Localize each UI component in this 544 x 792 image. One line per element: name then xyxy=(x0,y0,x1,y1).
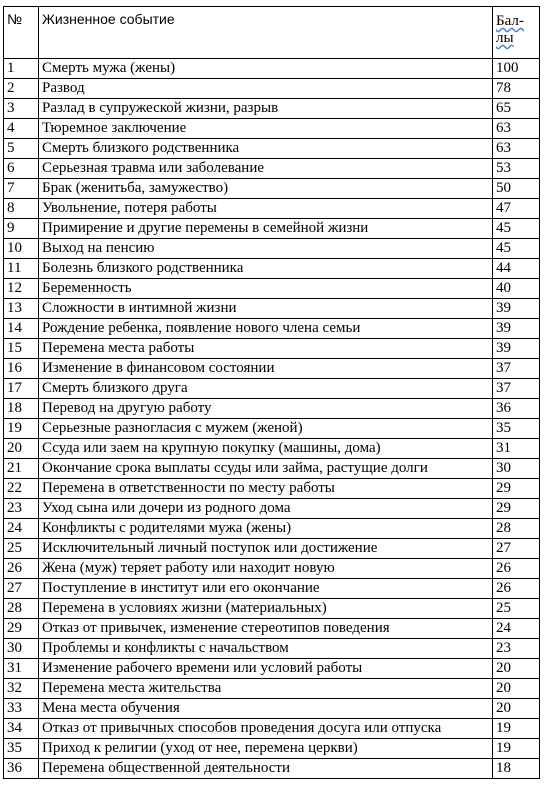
table-row xyxy=(4,179,540,199)
row-score: 25 xyxy=(493,599,540,619)
life-events-table xyxy=(3,6,540,779)
row-event: Смерть близкого друга xyxy=(39,379,493,399)
row-event: Изменение в финансовом состоянии xyxy=(39,359,493,379)
row-event: Сложности в интимной жизни xyxy=(39,299,493,319)
row-event: Приход к религии (уход от нее, перемена церкви) xyxy=(39,739,493,759)
row-score: 53 xyxy=(493,159,540,179)
header-score-line2: лы xyxy=(496,30,514,46)
row-event: Отказ от привычек, изменение стереотипов поведения xyxy=(39,619,493,639)
row-event: Рождение ребенка, появление нового члена семьи xyxy=(39,319,493,339)
row-event: Выход на пенсию xyxy=(39,239,493,259)
row-number: 6 xyxy=(4,159,39,179)
row-event: Окончание срока выплаты ссуды или займа, растущие долги xyxy=(39,459,493,479)
row-number: 7 xyxy=(4,179,39,199)
table-row xyxy=(4,119,540,139)
table-row xyxy=(4,79,540,99)
row-event: Жена (муж) теряет работу или находит новую xyxy=(39,559,493,579)
row-number: 10 xyxy=(4,239,39,259)
row-number: 26 xyxy=(4,559,39,579)
row-event: Поступление в институт или его окончание xyxy=(39,579,493,599)
row-score: 19 xyxy=(493,739,540,759)
row-event: Беременность xyxy=(39,279,493,299)
row-event: Изменение рабочего времени или условий работы xyxy=(39,659,493,679)
row-event: Разлад в супружеской жизни, разрыв xyxy=(39,99,493,119)
row-score: 39 xyxy=(493,299,540,319)
row-score: 18 xyxy=(493,759,540,779)
table-row xyxy=(4,199,540,219)
table-row xyxy=(4,339,540,359)
table-row xyxy=(4,579,540,599)
row-score: 29 xyxy=(493,479,540,499)
row-event: Перемена в условиях жизни (материальных) xyxy=(39,599,493,619)
row-score: 37 xyxy=(493,359,540,379)
table-row xyxy=(4,619,540,639)
table-row xyxy=(4,679,540,699)
table-row xyxy=(4,399,540,419)
row-score: 23 xyxy=(493,639,540,659)
row-event: Перемена в ответственности по месту работы xyxy=(39,479,493,499)
row-score: 24 xyxy=(493,619,540,639)
row-score: 63 xyxy=(493,139,540,159)
row-event: Смерть мужа (жены) xyxy=(39,59,493,79)
table-row xyxy=(4,299,540,319)
table-row xyxy=(4,279,540,299)
table-row xyxy=(4,479,540,499)
row-number: 19 xyxy=(4,419,39,439)
row-event: Перевод на другую работу xyxy=(39,399,493,419)
table-row xyxy=(4,99,540,119)
row-score: 47 xyxy=(493,199,540,219)
row-event: Развод xyxy=(39,79,493,99)
row-number: 31 xyxy=(4,659,39,679)
row-number: 24 xyxy=(4,519,39,539)
row-score: 19 xyxy=(493,719,540,739)
row-score: 36 xyxy=(493,399,540,419)
row-score: 100 xyxy=(493,59,540,79)
table-row xyxy=(4,499,540,519)
table-row xyxy=(4,159,540,179)
row-score: 37 xyxy=(493,379,540,399)
row-event: Ссуда или заем на крупную покупку (машины, дома) xyxy=(39,439,493,459)
table-row xyxy=(4,419,540,439)
row-event: Смерть близкого родственника xyxy=(39,139,493,159)
row-score: 30 xyxy=(493,459,540,479)
row-number: 1 xyxy=(4,59,39,79)
header-score-line1: Бал- xyxy=(496,13,524,29)
table-row xyxy=(4,139,540,159)
row-number: 4 xyxy=(4,119,39,139)
row-number: 36 xyxy=(4,759,39,779)
row-number: 27 xyxy=(4,579,39,599)
row-score: 26 xyxy=(493,559,540,579)
row-number: 28 xyxy=(4,599,39,619)
row-score: 20 xyxy=(493,679,540,699)
table-row xyxy=(4,379,540,399)
row-score: 26 xyxy=(493,579,540,599)
row-number: 33 xyxy=(4,699,39,719)
row-event: Увольнение, потеря работы xyxy=(39,199,493,219)
row-number: 11 xyxy=(4,259,39,279)
table-row xyxy=(4,599,540,619)
row-number: 21 xyxy=(4,459,39,479)
table-row xyxy=(4,539,540,559)
table-row xyxy=(4,519,540,539)
row-number: 12 xyxy=(4,279,39,299)
header-number: № xyxy=(4,7,39,59)
row-number: 5 xyxy=(4,139,39,159)
table-row xyxy=(4,699,540,719)
table-row xyxy=(4,439,540,459)
row-score: 31 xyxy=(493,439,540,459)
table-row xyxy=(4,219,540,239)
row-event: Брак (женитьба, замужество) xyxy=(39,179,493,199)
row-number: 2 xyxy=(4,79,39,99)
table-row xyxy=(4,459,540,479)
row-number: 15 xyxy=(4,339,39,359)
table-row xyxy=(4,719,540,739)
row-score: 20 xyxy=(493,699,540,719)
row-number: 30 xyxy=(4,639,39,659)
row-score: 45 xyxy=(493,219,540,239)
row-event: Перемена общественной деятельности xyxy=(39,759,493,779)
table-row xyxy=(4,739,540,759)
row-score: 20 xyxy=(493,659,540,679)
table-row xyxy=(4,359,540,379)
table-row xyxy=(4,559,540,579)
row-number: 34 xyxy=(4,719,39,739)
row-score: 65 xyxy=(493,99,540,119)
row-number: 3 xyxy=(4,99,39,119)
table-row xyxy=(4,59,540,79)
row-score: 50 xyxy=(493,179,540,199)
row-event: Исключительный личный поступок или достижение xyxy=(39,539,493,559)
row-number: 17 xyxy=(4,379,39,399)
row-score: 39 xyxy=(493,319,540,339)
row-event: Примирение и другие перемены в семейной жизни xyxy=(39,219,493,239)
row-number: 35 xyxy=(4,739,39,759)
table-row xyxy=(4,319,540,339)
header-event: Жизненное событие xyxy=(39,7,493,59)
row-event: Отказ от привычных способов проведения досуга или отпуска xyxy=(39,719,493,739)
row-score: 44 xyxy=(493,259,540,279)
row-number: 8 xyxy=(4,199,39,219)
row-score: 63 xyxy=(493,119,540,139)
table-row xyxy=(4,639,540,659)
row-event: Перемена места жительства xyxy=(39,679,493,699)
row-event: Проблемы и конфликты с начальством xyxy=(39,639,493,659)
row-event: Болезнь близкого родственника xyxy=(39,259,493,279)
row-number: 22 xyxy=(4,479,39,499)
row-event: Мена места обучения xyxy=(39,699,493,719)
table-row xyxy=(4,259,540,279)
table-row xyxy=(4,659,540,679)
row-score: 28 xyxy=(493,519,540,539)
row-score: 29 xyxy=(493,499,540,519)
row-number: 23 xyxy=(4,499,39,519)
row-number: 9 xyxy=(4,219,39,239)
row-number: 14 xyxy=(4,319,39,339)
row-score: 45 xyxy=(493,239,540,259)
row-event: Конфликты с родителями мужа (жены) xyxy=(39,519,493,539)
row-number: 20 xyxy=(4,439,39,459)
row-number: 29 xyxy=(4,619,39,639)
row-number: 13 xyxy=(4,299,39,319)
table-header-row xyxy=(4,7,540,59)
table-row xyxy=(4,759,540,779)
row-event: Перемена места работы xyxy=(39,339,493,359)
row-number: 32 xyxy=(4,679,39,699)
row-number: 25 xyxy=(4,539,39,559)
header-score xyxy=(493,7,540,59)
row-event: Серьезные разногласия с мужем (женой) xyxy=(39,419,493,439)
row-score: 40 xyxy=(493,279,540,299)
row-score: 78 xyxy=(493,79,540,99)
row-event: Тюремное заключение xyxy=(39,119,493,139)
row-score: 27 xyxy=(493,539,540,559)
row-score: 35 xyxy=(493,419,540,439)
row-event: Серьезная травма или заболевание xyxy=(39,159,493,179)
row-number: 18 xyxy=(4,399,39,419)
row-event: Уход сына или дочери из родного дома xyxy=(39,499,493,519)
table-row xyxy=(4,239,540,259)
row-score: 39 xyxy=(493,339,540,359)
table-body xyxy=(4,59,540,779)
row-number: 16 xyxy=(4,359,39,379)
